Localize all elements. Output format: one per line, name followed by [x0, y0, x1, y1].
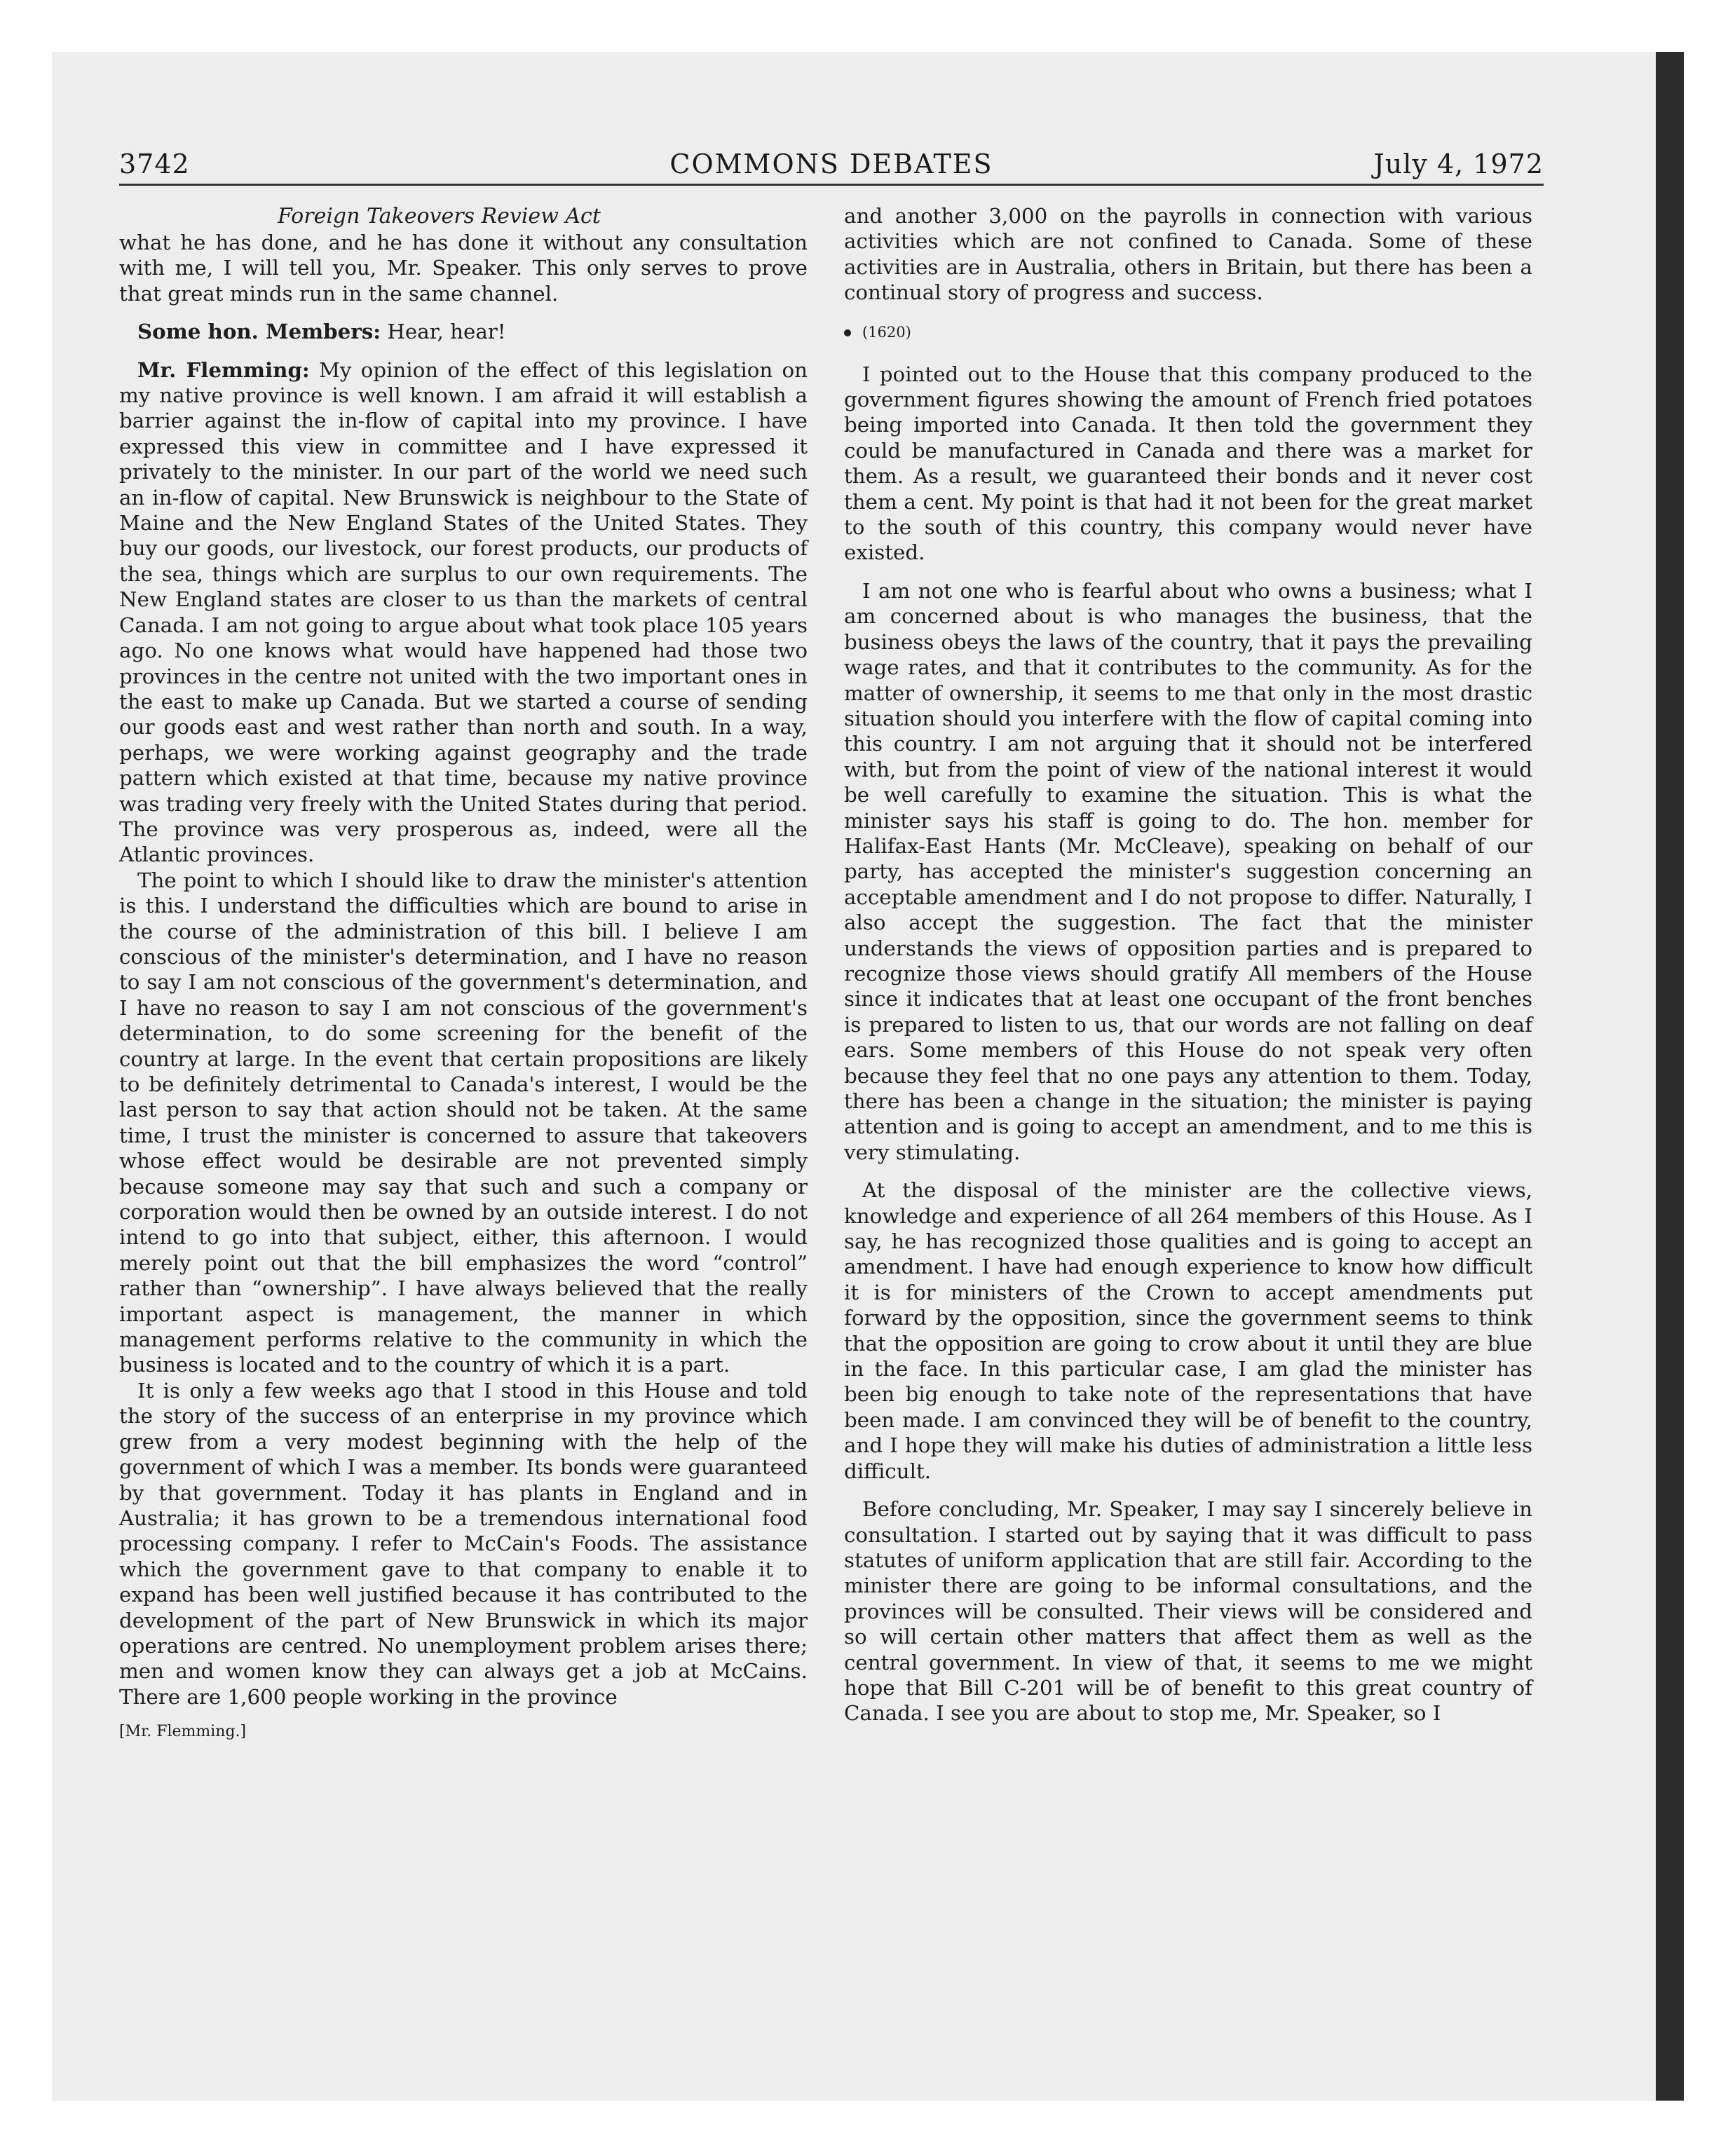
speaker-name: Mr. Flemming: — [137, 357, 310, 382]
paragraph: Before concluding, Mr. Speaker, I may say I sincerely believe in consultation. I started out by saying that it was difficult to pass statutes of uniform application that are still fair. According to the minister there are going to be informal consultations, and the provinces will be consulted. Their views will be considered and so will certain other matters that affect them as well as the central government. In view of that, it seems to me we might hope that Bill C-201 will be of benefit to this great country of Canada. I see you are about to stop me, Mr. Speaker, so I — [844, 1497, 1532, 1726]
publication-date: July 4, 1972 — [1373, 149, 1544, 179]
paragraph: I am not one who is fearful about who owns a business; what I am concerned about is who manages the business, that the business obeys the laws of the country, that it pays the prevailing wage rates, and that it contributes to the community. As for the matter of ownership, it seems to me that only in the most drastic situation should you interfere with the flow of capital coming into this country. I am not arguing that it should not be interfered with, but from the point of view of the national interest it would be well carefully to examine the situation. This is what the minister says his staff is going to do. The hon. member for Halifax-East Hants (Mr. McCleave), speaking on behalf of our party, has accepted the minister's suggestion concerning an acceptable amendment and I do not propose to differ. Naturally, I also accept the suggestion. The fact that the minister understands the views of opposition parties and is prepared to recognize those views should gratify All members of the House since it indicates that at least one occupant of the front benches is prepared to listen to us, that our words are not falling on deaf ears. Some members of this House do not speak very often because they feel that no one pays any attention to them. Today, there has been a change in the situation; the minister is paying attention and is going to accept an amendment, and to me this is very stimulating. — [844, 578, 1532, 1164]
speech-text: My opinion of the effect of this legislation on my native province is well known. I am afraid it will establish a barrier against the in-flow of capital into my province. I have expressed this view in committee and I have expressed it privately to the minister. In our part of the world we need such an in-flow of capital. New Brunswick is neighbour to the State of Maine and the New England States of the United States. They buy our goods, our livestock, our forest products, our products of the sea, things which are surplus to our own requirements. The New England states are closer to us than the markets of central Canada. I am not going to argue about what took place 105 years ago. No one knows what would have happened had those two provinces in the centre not united with the two important ones in the east to make up Canada. But we started a course of sending our goods east and west rather than north and south. In a way, perhaps, we were working against geography and the trade pattern which existed at that time, because my native province was trading very freely with the United States during that period. The province was very prosperous as, indeed, were all the Atlantic provinces. — [119, 357, 808, 867]
paragraph: It is only a few weeks ago that I stood in this House and told the story of the success of an enterprise in my province which grew from a very modest beginning with the help of the government of which I was a member. Its bonds were guaranteed by that government. Today it has plants in England and in Australia; it has grown to be a tremendous international food processing company. I refer to McCain's Foods. The assistance which the government gave to that company to enable it to expand has been well justified because it has contributed to the development of the part of New Brunswick in which its major operations are centred. No unemployment problem arises there; men and women know they can always get a job at McCains. There are 1,600 people working in the province — [119, 1378, 808, 1709]
left-column — [119, 203, 808, 1745]
paragraph: The point to which I should like to draw the minister's attention is this. I understand the difficulties which are bound to arise in the course of the administration of this bill. I believe I am conscious of the minister's determination, and I have no reason to say I am not conscious of the government's determination, and I have no reason to say I am not conscious of the government's determination, to do some screening for the benefit of the country at large. In the event that certain propositions are likely to be definitely detrimental to Canada's interest, I would be the last person to say that action should not be taken. At the same time, I trust the minister is concerned to assure that takeovers whose effect would be desirable are not prevented simply because someone may say that such and such a company or corporation would then be owned by an outside interest. I do not intend to go into that subject, either, this afternoon. I would merely point out that the bill emphasizes the word “control” rather than “ownership”. I have always believed that the really important aspect is management, the manner in which management performs relative to the community in which the business is located and to the country of which it is a part. — [119, 868, 808, 1377]
bullet-icon — [844, 329, 851, 336]
paragraph: and another 3,000 on the payrolls in connection with various activities which are not confined to Canada. Some of these activities are in Australia, others in Britain, but there has been a continual story of progress and success. — [844, 204, 1532, 305]
paragraph — [119, 357, 808, 868]
paragraph: I pointed out to the House that this company produced to the government figures showing the amount of French fried potatoes being imported into Canada. It then told the government they could be manufactured in Canada and there was a market for them. As a result, we guaranteed their bonds and it never cost them a cent. My point is that had it not been for the great market to the south of this country, this company would never have existed. — [844, 362, 1532, 565]
scan-edge-bar — [1656, 52, 1684, 2101]
paragraph: At the disposal of the minister are the collective views, knowledge and experience of all 264 members of this House. As I say, he has recognized those qualities and is going to accept an amendment. I have had enough experience to know how difficult it is for ministers of the Crown to accept amendments put forward by the opposition, since the government seems to think that the opposition are going to crow about it until they are blue in the face. In this particular case, I am glad the minister has been big enough to take note of the representations that have been made. I am convinced they will be of benefit to the country, and I hope they will make his duties of administration a little less difficult. — [844, 1178, 1532, 1483]
speaker-attribution: [Mr. Flemming.] — [119, 1723, 247, 1741]
page-header — [119, 149, 1544, 186]
right-column — [844, 203, 1532, 1726]
paragraph — [119, 319, 808, 344]
section-subtitle: Foreign Takeovers Review Act — [278, 204, 601, 228]
speaker-name: Some hon. Members: — [137, 319, 381, 344]
time-marker — [844, 322, 1532, 342]
page-number: 3742 — [119, 149, 190, 179]
time-marker-text: (1620) — [862, 323, 911, 341]
speech-text: Hear, hear! — [387, 320, 506, 344]
publication-title: COMMONS DEBATES — [669, 149, 993, 179]
paragraph: what he has done, and he has done it without any consultation with me, I will tell you, Mr. Speaker. This only serves to prove that great minds run in the same channel. — [119, 231, 808, 306]
